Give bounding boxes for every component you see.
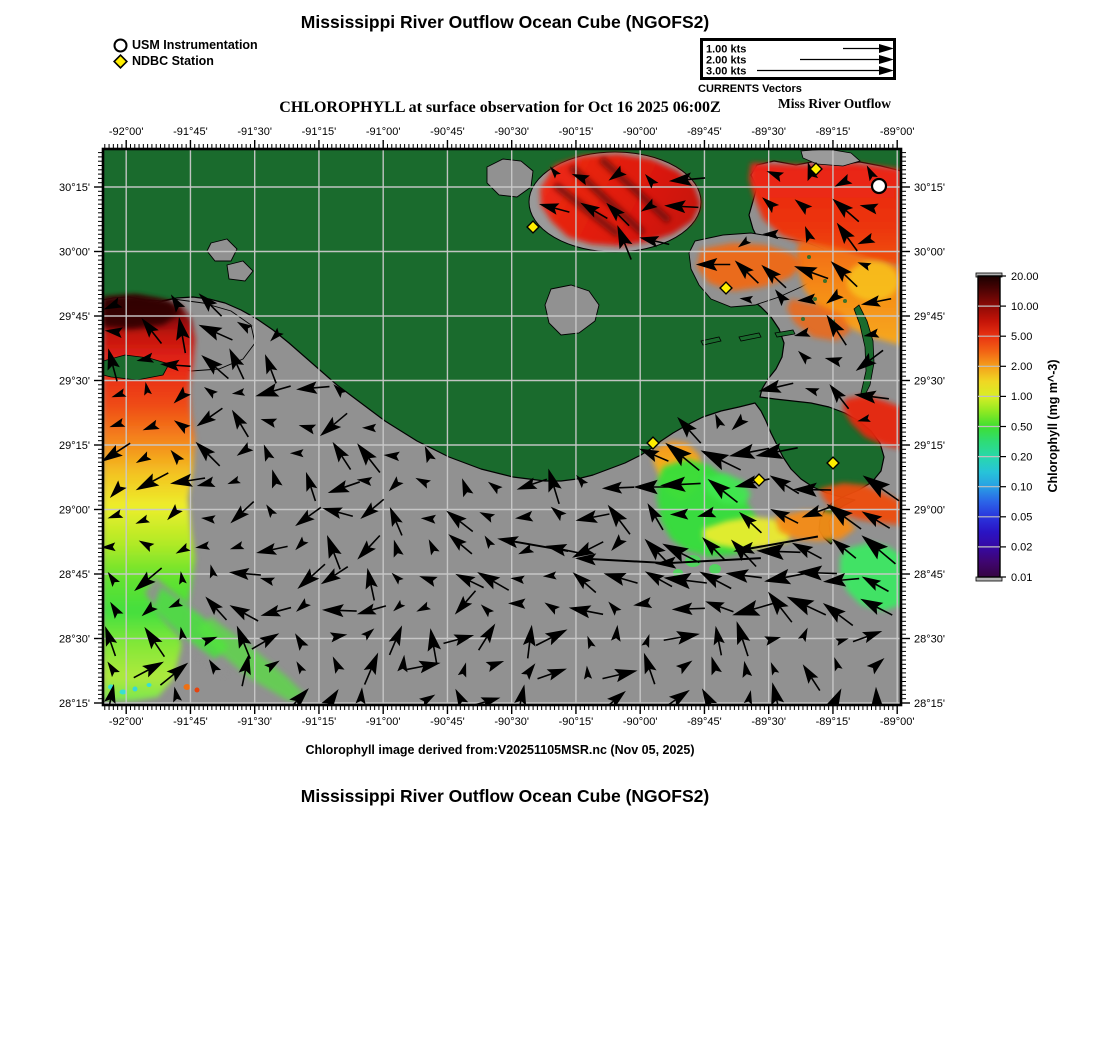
lon-label-top: -92°00' (108, 126, 144, 138)
chlorophyll-patch (709, 564, 721, 574)
colorbar-tick-label: 2.00 (1011, 361, 1033, 374)
colorbar-tick-label: 20.00 (1011, 270, 1039, 283)
lon-label-bottom: -91°45' (173, 716, 208, 728)
colorbar-tick-label: 0.02 (1011, 541, 1033, 554)
vector-key-arrowhead (879, 66, 893, 75)
lon-label-top: -89°15' (815, 126, 851, 138)
lat-label-right: 30°15' (914, 181, 945, 194)
lat-label-right: 29°30' (914, 375, 945, 388)
vector-key-label: 1.00 kts (706, 43, 747, 56)
lon-label-bottom: -89°30' (751, 716, 787, 728)
vector-key-arrowhead (879, 44, 893, 53)
lon-label-top: -91°15' (301, 126, 337, 138)
currents-vector-key (700, 38, 896, 80)
marsh-speckle (843, 299, 847, 303)
vector-key-arrowhead (879, 55, 893, 64)
region-label: Miss River Outflow (778, 96, 891, 111)
currents-vectors-caption: CURRENTS Vectors (698, 83, 802, 95)
chlorophyll-patch (184, 684, 191, 690)
vector-key-label: 2.00 kts (706, 54, 747, 67)
lon-label-bottom: -91°15' (301, 716, 337, 728)
marker-legend (112, 37, 258, 69)
lon-label-bottom: -90°30' (494, 716, 530, 728)
lat-label-left: 29°30' (59, 375, 90, 388)
lat-label-left: 28°45' (59, 568, 90, 581)
lat-label-right: 29°00' (914, 504, 945, 517)
colorbar (975, 270, 1100, 585)
lat-label-left: 30°15' (59, 181, 90, 194)
lat-label-right: 28°45' (914, 568, 945, 581)
map-layers (98, 149, 904, 723)
lat-label-right: 28°15' (914, 697, 945, 710)
marsh-speckle (807, 255, 811, 259)
chlorophyll-patch (147, 683, 152, 687)
colorbar-tick-label: 10.00 (1011, 300, 1039, 313)
chlorophyll-patch (120, 690, 127, 695)
marsh-speckle (813, 297, 817, 301)
lat-label-right: 30°00' (914, 246, 945, 259)
lat-label-left: 28°30' (59, 633, 90, 646)
colorbar-tick-label: 0.05 (1011, 511, 1033, 524)
lon-label-bottom: -89°45' (687, 716, 722, 728)
lon-label-top: -91°30' (237, 126, 273, 138)
lon-label-top: -91°45' (173, 126, 208, 138)
legend-label-ndbc: NDBC Station (132, 54, 214, 68)
lat-label-left: 30°00' (59, 246, 90, 259)
lat-label-left: 29°45' (59, 310, 90, 323)
legend-row-ndbc (112, 53, 258, 69)
lon-label-bottom: -90°00' (622, 716, 658, 728)
chlorophyll-patch (133, 687, 138, 692)
colorbar-tick-label: 0.10 (1011, 481, 1033, 494)
footer-title: Mississippi River Outflow Ocean Cube (NGOFS2) (300, 786, 710, 806)
lon-label-top: -91°00' (365, 126, 401, 138)
lon-label-top: -90°30' (494, 126, 530, 138)
lon-label-bottom: -90°15' (558, 716, 594, 728)
lat-label-left: 28°15' (59, 697, 90, 710)
colorbar-tick-label: 5.00 (1011, 331, 1033, 343)
lon-label-bottom: -89°15' (815, 716, 851, 728)
colorbar-axis-label: Chlorophyll (mg m^-3) (1046, 359, 1060, 493)
page-title: Mississippi River Outflow Ocean Cube (NGOFS2) (300, 12, 710, 32)
marsh-speckle (823, 279, 827, 283)
marsh-speckle (801, 317, 805, 321)
lat-label-left: 29°15' (59, 439, 90, 452)
vector-key-label: 3.00 kts (706, 65, 747, 77)
lon-label-top: -89°30' (751, 126, 787, 138)
colorbar-tick-label: 1.00 (1011, 391, 1033, 404)
lat-label-right: 28°30' (914, 633, 945, 646)
ndbc-diamond-icon (112, 53, 129, 70)
lon-label-bottom: -91°00' (365, 716, 401, 728)
usm-circle-icon (112, 37, 129, 54)
lon-label-bottom: -89°00' (879, 716, 915, 728)
lon-label-bottom: -92°00' (108, 716, 144, 728)
map-subtitle: CHLOROPHYLL at surface observation for Oct 16 2025 06:00Z (279, 99, 721, 116)
legend-row-usm (112, 37, 258, 53)
colorbar-tick-label: 0.50 (1011, 421, 1033, 434)
usm-station-marker (872, 179, 886, 193)
lat-label-right: 29°45' (914, 310, 945, 323)
legend-label-usm: USM Instrumentation (132, 38, 258, 52)
colorbar-tick-label: 0.01 (1011, 571, 1033, 584)
source-caption: Chlorophyll image derived from:V20251105MSR.nc (Nov 05, 2025) (305, 743, 695, 757)
map-plot (58, 119, 948, 739)
colorbar-tick-label: 0.20 (1011, 451, 1033, 464)
lon-label-bottom: -90°45' (430, 716, 465, 728)
chlorophyll-patch (847, 261, 899, 301)
vector-key-rows (703, 41, 893, 77)
lon-label-top: -90°15' (558, 126, 594, 138)
lat-label-right: 29°15' (914, 439, 945, 452)
lon-label-top: -89°45' (687, 126, 722, 138)
lon-label-top: -89°00' (879, 126, 915, 138)
lon-label-top: -90°00' (622, 126, 658, 138)
lat-label-left: 29°00' (59, 504, 90, 517)
lon-label-bottom: -91°30' (237, 716, 273, 728)
lon-label-top: -90°45' (430, 126, 465, 138)
chlorophyll-patch (195, 688, 200, 693)
